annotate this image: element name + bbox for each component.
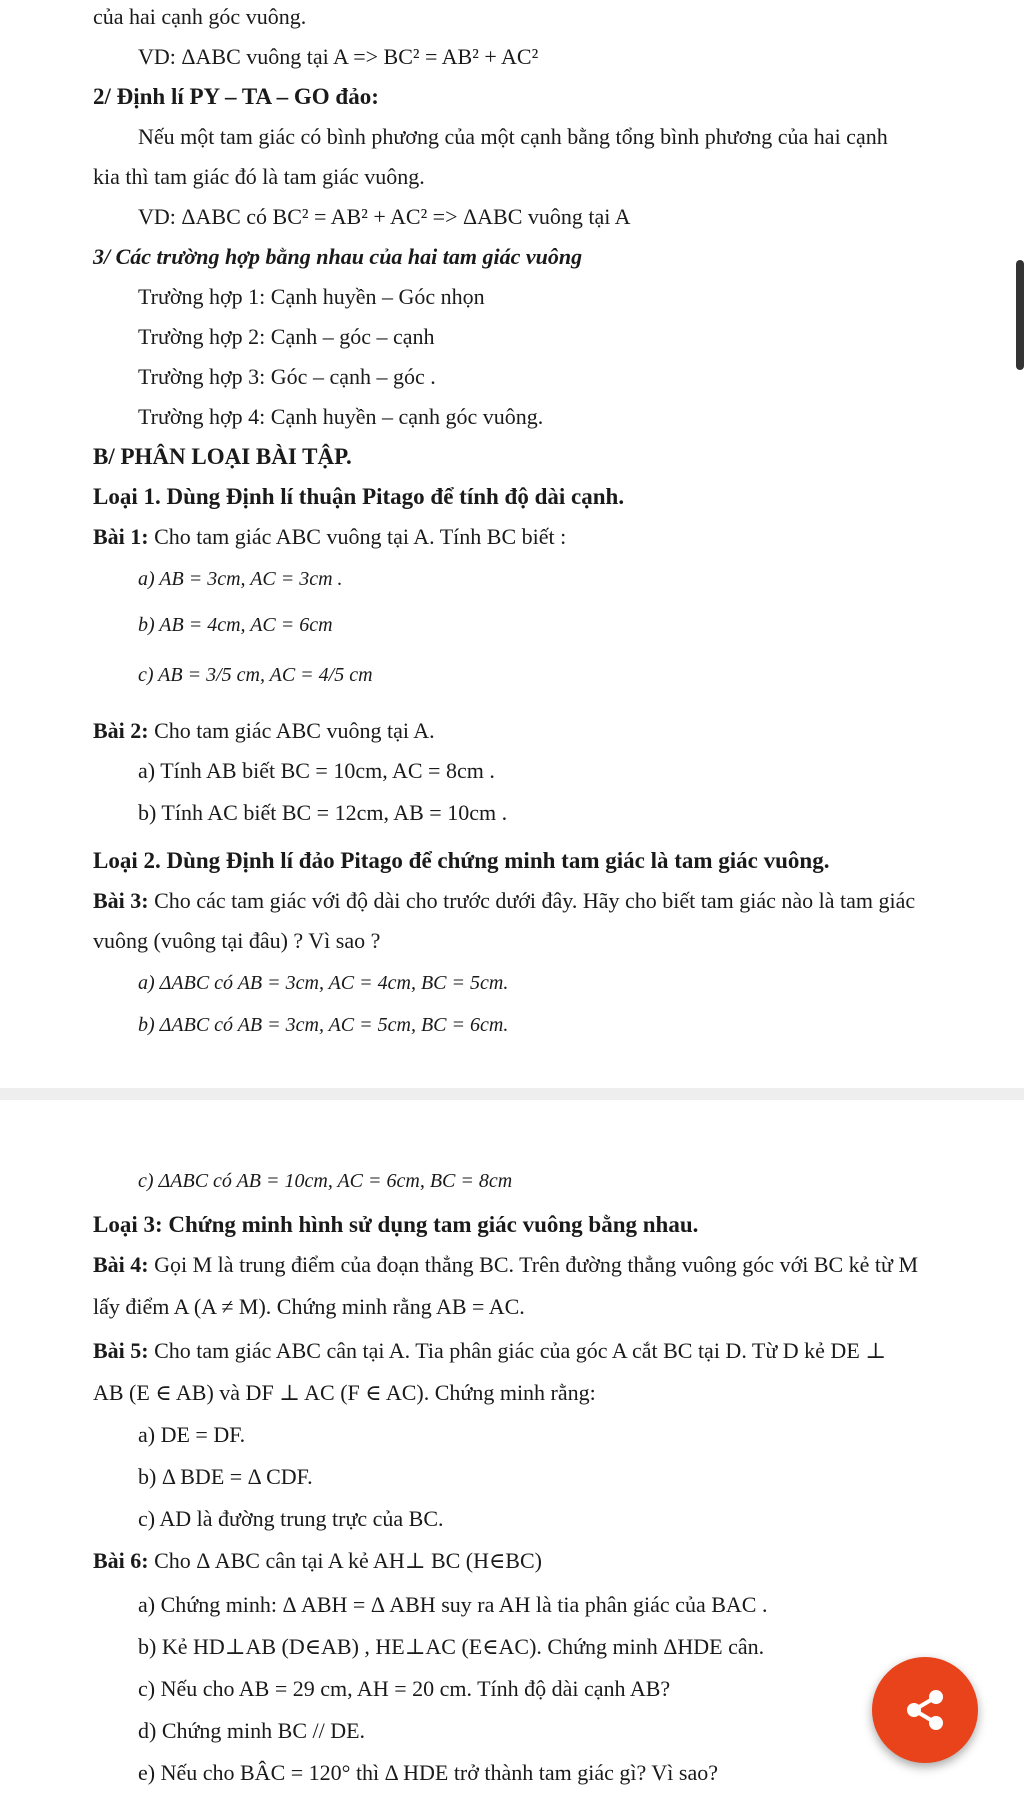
case-line: Trường hợp 4: Cạnh huyền – cạnh góc vuông. (138, 404, 544, 429)
exercise-4 (93, 1250, 918, 1280)
text-line: AB (E ∈ AB) và DF ⊥ AC (F ∈ AC). Chứng minh rằng: (93, 1380, 596, 1405)
exercise-label: Bài 3: (93, 888, 149, 913)
sub-item: b) Tính AC biết BC = 12cm, AB = 10cm . (138, 800, 508, 825)
exercise-2 (93, 716, 435, 746)
share-icon (900, 1685, 950, 1735)
text-line: của hai cạnh góc vuông. (93, 4, 307, 29)
sub-item: c) ΔABC có AB = 10cm, AC = 6cm, BC = 8cm (138, 1170, 513, 1192)
sub-item: b) Kẻ HD⊥AB (D∈AB) , HE⊥AC (E∈AC). Chứng minh ΔHDE cân. (138, 1634, 765, 1659)
heading-congruence-cases: 3/ Các trường hợp bằng nhau của hai tam giác vuông (93, 244, 583, 269)
sub-item: a) Chứng minh: Δ ABH = Δ ABH suy ra AH là tia phân giác của BAC . (138, 1592, 768, 1617)
exercise-label: Bài 2: (93, 718, 149, 743)
text-line: lấy điểm A (A ≠ M). Chứng minh rằng AB = AC. (93, 1294, 525, 1319)
exercise-label: Bài 6: (93, 1548, 149, 1573)
exercise-text: Cho Δ ABC cân tại A kẻ AH⊥ BC (H∈BC) (148, 1548, 542, 1573)
exercise-6 (93, 1546, 542, 1576)
exercise-text: Cho tam giác ABC cân tại A. Tia phân giác của góc A cắt BC tại D. Từ D kẻ DE ⊥ (148, 1338, 886, 1363)
sub-item: a) DE = DF. (138, 1422, 246, 1447)
exercise-label: Bài 5: (93, 1338, 149, 1363)
text-line: vuông (vuông tại đâu) ? Vì sao ? (93, 928, 381, 953)
case-line: Trường hợp 2: Cạnh – góc – cạnh (138, 324, 435, 349)
sub-item: e) Nếu cho BÂC = 120° thì Δ HDE trở thành tam giác gì? Vì sao? (138, 1760, 718, 1785)
heading-type-3: Loại 3: Chứng minh hình sử dụng tam giác vuông bằng nhau. (93, 1212, 699, 1237)
heading-exercise-types: B/ PHÂN LOẠI BÀI TẬP. (93, 444, 352, 469)
sub-item: b) Δ BDE = Δ CDF. (138, 1464, 313, 1489)
exercise-1 (93, 522, 566, 552)
text-line: kia thì tam giác đó là tam giác vuông. (93, 164, 425, 189)
text-line: Nếu một tam giác có bình phương của một cạnh bằng tổng bình phương của hai cạnh (138, 124, 888, 149)
exercise-text: Gọi M là trung điểm của đoạn thẳng BC. Trên đường thẳng vuông góc với BC kẻ từ M (148, 1252, 919, 1277)
exercise-label: Bài 1: (93, 524, 149, 549)
sub-item: c) AD là đường trung trực của BC. (138, 1506, 444, 1531)
sub-item: b) AB = 4cm, AC = 6cm (138, 614, 333, 636)
heading-pythagoras-converse: 2/ Định lí PY – TA – GO đảo: (93, 84, 379, 109)
heading-type-2: Loại 2. Dùng Định lí đảo Pitago để chứng minh tam giác là tam giác vuông. (93, 848, 830, 873)
sub-item: a) ΔABC có AB = 3cm, AC = 4cm, BC = 5cm. (138, 972, 509, 994)
sub-item: a) Tính AB biết BC = 10cm, AC = 8cm . (138, 758, 495, 783)
sub-item: c) Nếu cho AB = 29 cm, AH = 20 cm. Tính độ dài cạnh AB? (138, 1676, 671, 1701)
sub-item: b) ΔABC có AB = 3cm, AC = 5cm, BC = 6cm. (138, 1014, 509, 1036)
heading-type-1: Loại 1. Dùng Định lí thuận Pitago để tính độ dài cạnh. (93, 484, 625, 509)
exercise-label: Bài 4: (93, 1252, 149, 1277)
exercise-text: Cho tam giác ABC vuông tại A. (148, 718, 435, 743)
exercise-text: Cho tam giác ABC vuông tại A. Tính BC biết : (148, 524, 567, 549)
case-line: Trường hợp 3: Góc – cạnh – góc . (138, 364, 436, 389)
sub-item: a) AB = 3cm, AC = 3cm . (138, 568, 343, 590)
sub-item: c) AB = 3/5 cm, AC = 4/5 cm (138, 664, 373, 686)
page-divider (0, 1088, 1024, 1100)
example-line: VD: ΔABC có BC² = AB² + AC² => ΔABC vuông tại A (138, 204, 631, 229)
example-line: VD: ΔABC vuông tại A => BC² = AB² + AC² (138, 44, 539, 69)
exercise-5 (93, 1336, 886, 1366)
scrollbar-thumb[interactable] (1016, 260, 1024, 370)
exercise-text: Cho các tam giác với độ dài cho trước dưới đây. Hãy cho biết tam giác nào là tam giác (148, 888, 916, 913)
share-button[interactable] (872, 1657, 978, 1763)
case-line: Trường hợp 1: Cạnh huyền – Góc nhọn (138, 284, 485, 309)
sub-item: d) Chứng minh BC // DE. (138, 1718, 366, 1743)
exercise-3 (93, 886, 915, 916)
